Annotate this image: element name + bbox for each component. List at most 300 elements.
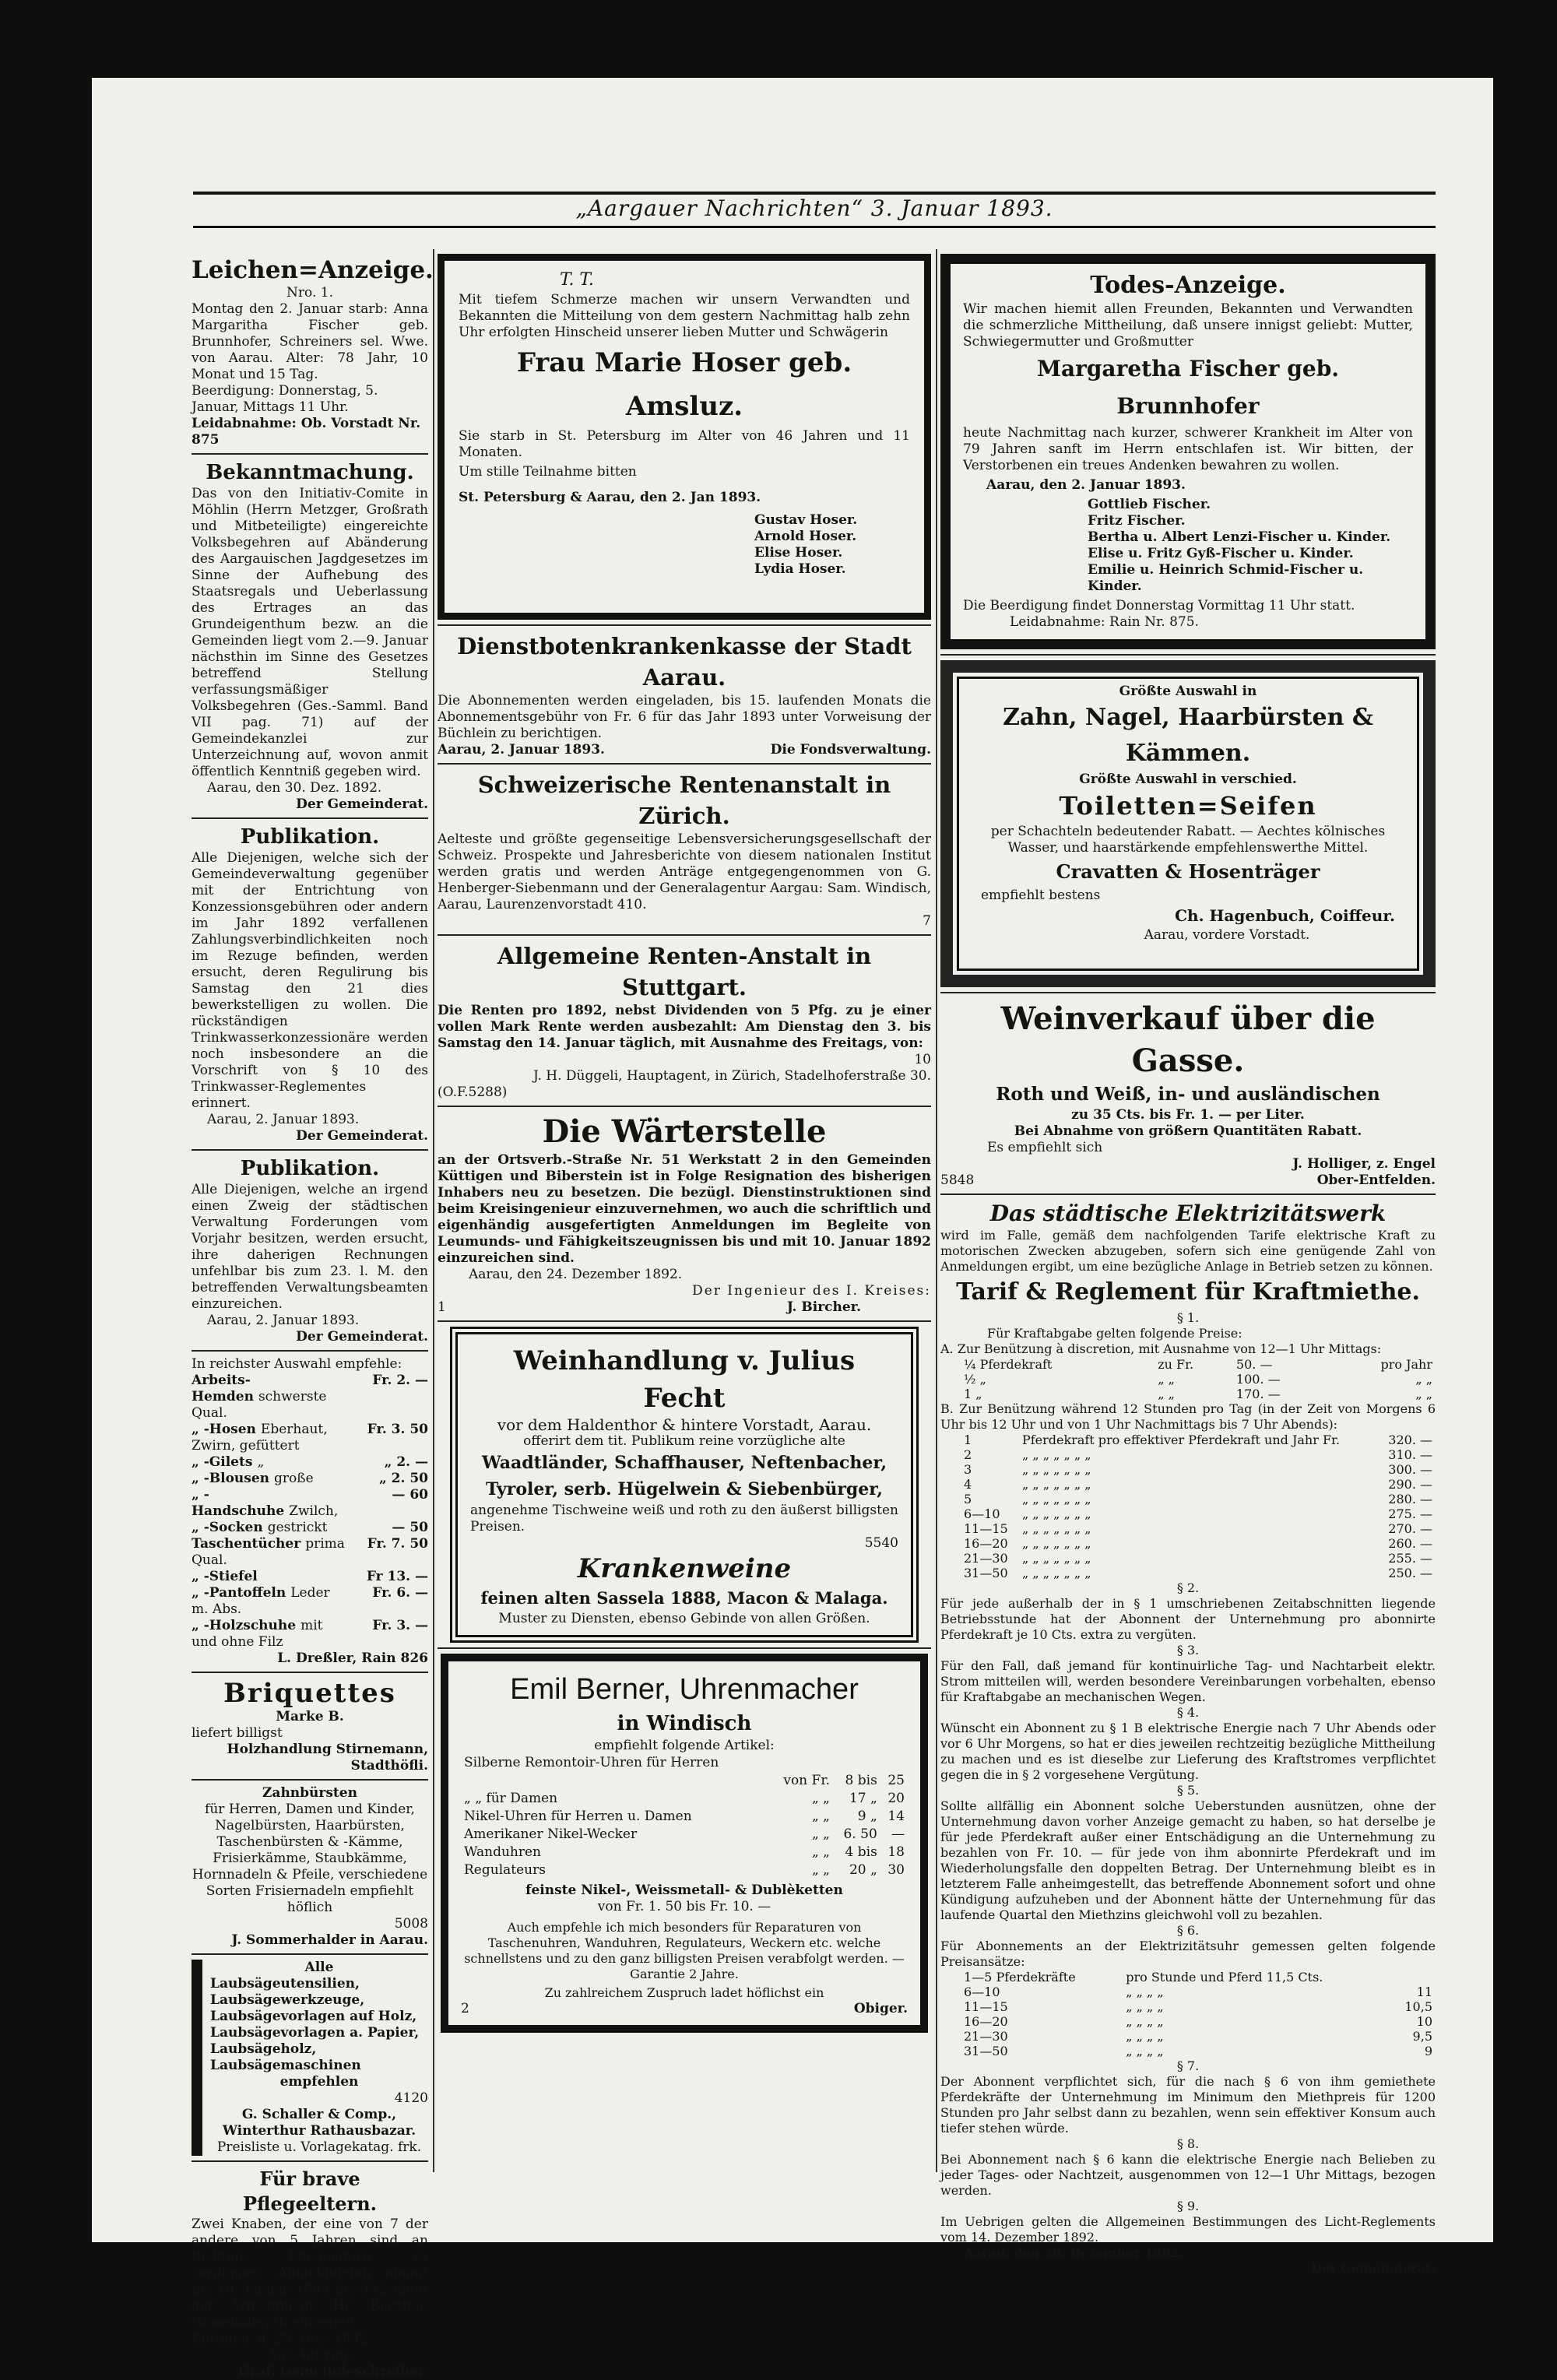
elektro-s8: § 8. (1176, 2136, 1200, 2151)
pub2-text: Alle Diejenigen, welche an irgend einen Zweig der städtischen Verwaltung Forderungen vom Vorjahr besitzen, werden ersucht, ihre daherigen Rechnungen unfehlbar bis zum 23. l. M. den betreffenden Verwaltungsbeamten einzureichen. (192, 1182, 428, 1312)
berner-text: Auch empfehle ich mich besonders für Reparaturen von Taschenuhren, Wanduhren, Regulateurs, Weckern etc. welche schnellstens und zu den ganz billigsten Preisen verabfolgt werden. — Garantie 2 Jahre. (464, 1920, 905, 1981)
elektro-s7: § 7. (1176, 2058, 1200, 2073)
laubsaege-ad (192, 1960, 428, 2156)
kleider-item (192, 1487, 428, 1520)
divider (192, 1149, 428, 1151)
divider (192, 1350, 428, 1352)
tarif-cell: „ „ „ „ (1126, 2014, 1164, 2029)
laub-line: Alle (304, 1960, 334, 1975)
pflege-date: Küttigen, d. 29. Dez. 1892. (192, 2331, 372, 2347)
tarif-cell: „ „ (1415, 1387, 1432, 1401)
tarif-row (940, 1462, 1436, 1477)
berner-title: Emil Berner, Uhrenmacher (510, 1673, 859, 1706)
laub-sig3: Preisliste u. Vorlagekatag. frk. (216, 2139, 422, 2155)
hoser-signers (459, 512, 910, 578)
kleider-item-name (192, 1454, 264, 1471)
elektro-s9text: Im Uebrigen gelten die Allgemeinen Bestimmungen des Licht-Reglements vom 14. Dezember 1892. (940, 2214, 1436, 2245)
berner-signature: Obiger. (853, 2001, 908, 2016)
todes-signer: Emilie u. Heinrich Schmid-Fischer u. Kinder. (1088, 562, 1364, 594)
elektro-a: A. Zur Benützung à discretion, mit Ausnahme von 12—1 Uhr Mittags: (940, 1341, 1382, 1356)
tarif-cell: 16—20 (964, 2014, 1008, 2029)
kleider-item-label: „ -Socken (192, 1520, 263, 1535)
todes-date: Aarau, den 2. Januar 1893. (986, 477, 1186, 493)
tarif-cell: 2 (964, 1447, 972, 1462)
renten-text: Aelteste und größte gegenseitige Lebensversicherungsgesellschaft der Schweiz. Prospekte und Jahresberichte von diesem nationalen Institut werden gratis und werden Anträge entgegengenommen von G. Henberger-Siebenmann und der Generalagentur Aargau: Sam. Windisch, Aarau, Laurenzenvorstadt 410. (438, 831, 931, 912)
kleider-item-price: — 60 (392, 1487, 428, 1503)
berner-cell: von Fr. (783, 1773, 830, 1788)
elektro-date: Aarau, den 30. Dezember 1892. (964, 2245, 1184, 2260)
elektro-s1: § 1. (1176, 1310, 1200, 1325)
berner-line1: feinste Nikel-, Weissmetall- & Dublèketten (525, 1883, 843, 1898)
divider (192, 1953, 428, 1955)
kleider-item (192, 1536, 428, 1569)
hoser-signer: Arnold Hoser. (754, 529, 857, 544)
tarif-cell: 3 (964, 1462, 972, 1477)
gasse-line1: Roth und Weiß, in- und ausländischen (996, 1084, 1380, 1105)
laub-line: Laubsägeholz, (210, 2041, 317, 2057)
gasse-num: 5848 (940, 1172, 975, 1188)
hoser-place: St. Petersburg & Aarau, den 2. Jan 1893. (459, 490, 761, 505)
kleider-item-label: „ -Blousen (192, 1471, 270, 1486)
tarif-a-table (940, 1357, 1436, 1401)
kleider-item-label: Taschentücher (192, 1536, 301, 1552)
kleider-item-label: „ -Pantoffeln (192, 1585, 286, 1601)
berner-cell: Nikel-Uhren für Herren u. Damen (464, 1809, 692, 1824)
kleider-item-desc: prima Qual. (192, 1536, 345, 1568)
berner-cell: Amerikaner Nikel-Wecker (464, 1826, 638, 1842)
leichen-leidabnahme: Leidabnahme: Ob. Vorstadt Nr. 875 (192, 416, 421, 448)
rentenanstalt-zuerich (438, 769, 931, 930)
tarif-cell: Pferdekraft pro effektiver Pferdekraft und Jahr Fr. (1021, 1433, 1341, 1447)
tarif-cell: „ „ „ „ „ „ „ (1021, 1536, 1091, 1551)
renten-num: 7 (923, 913, 931, 929)
berner-sub: empfiehlt folgende Artikel: (594, 1738, 775, 1753)
berner-in: in Windisch (617, 1712, 752, 1735)
kleider-signature: L. Dreßler, Rain 826 (277, 1651, 428, 1666)
tarif-cell: „ „ „ „ „ „ „ (1021, 1492, 1091, 1506)
berner-cell: Wanduhren (464, 1844, 541, 1860)
tarif-cell: 6—10 (964, 1506, 1000, 1521)
tarif-cell: 21—30 (964, 1551, 1008, 1566)
berner-cell: 25 (887, 1773, 905, 1788)
hoser-signer: Gustav Hoser. (754, 512, 858, 528)
berner-cell: — (891, 1826, 905, 1842)
berner-cell: 20 „ (849, 1862, 877, 1878)
tarif-cell: 21—30 (964, 2029, 1008, 2044)
berner-row (461, 1772, 908, 1790)
kleider-item-desc: Leder m. Abs. (192, 1585, 330, 1617)
leichen-title: Leichen=Anzeige. (192, 256, 434, 284)
kleider-item-name (192, 1487, 347, 1520)
leichen-text: Montag den 2. Januar starb: Anna Margaritha Fischer geb. Brunnhofer, Schreiners sel. Wwe. von Aarau. Alter: 78 Jahr, 10 Monat und 15 Tag. (192, 301, 428, 382)
stuttgart-code: (O.F.5288) (438, 1085, 508, 1100)
kleider-item-price: Fr. 7. 50 (367, 1536, 428, 1552)
tarif-row (940, 1387, 1436, 1401)
renten-title: Schweizerische Rentenanstalt in Zürich. (477, 772, 891, 829)
tarif-cell: „ „ „ „ (1126, 1999, 1164, 2014)
kleider-item (192, 1520, 428, 1536)
masthead: „Aargauer Nachrichten“ 3. Januar 1893. (575, 195, 1053, 221)
elektro-s1text: Für Kraftabgabe gelten folgende Preise: (987, 1326, 1242, 1341)
tarif-cell: 11—15 (964, 1999, 1008, 2014)
bekannt-date: Aarau, den 30. Dez. 1892. (207, 780, 382, 796)
kleider-item (192, 1569, 428, 1585)
elektro-b: B. Zur Benützung während 12 Stunden pro Tag (in der Zeit von Morgens 6 Uhr bis 12 Uhr und von 1 Uhr Nachmittags bis 7 Uhr Abends): (940, 1401, 1436, 1432)
zahn-text: für Herren, Damen und Kinder, Nagelbürsten, Haarbürsten, Taschenbürsten & -Kämme, Frisierkämme, Staubkämme, Hornnadeln & Pfeile, verschiedene Sorten Frisiernadeln empfiehlt höflich (192, 1802, 428, 1915)
dienst-signature: Die Fondsverwaltung. (770, 742, 931, 758)
tarif-row (940, 1447, 1436, 1462)
pflege-auftrag: Aus Auftrag: (267, 2347, 353, 2363)
dienst-text: Die Abonnementen werden eingeladen, bis 15. laufenden Monats die Abonnementsgebühr von Fr. 6 für das Jahr 1893 unter Vorweisung der Büchlein zu berichtigen. (438, 693, 931, 741)
kleider-item (192, 1373, 428, 1422)
todes-signer: Elise u. Fritz Gyß-Fischer u. Kinder. (1088, 546, 1354, 561)
column-1 (192, 255, 434, 2379)
hoser-death-notice (438, 254, 931, 620)
elektro-signature: Der Gemeinderat. (1311, 2261, 1436, 2276)
todes-leidabnahme: Leidabnahme: Rain Nr. 875. (1010, 614, 1199, 630)
kleider-item (192, 1585, 428, 1618)
wein-sub: vor dem Haldenthor & hintere Vorstadt, Aarau. (497, 1415, 872, 1434)
hagenbuch-empf: empfiehlt bestens (981, 888, 1101, 903)
hoser-name: Frau Marie Hoser geb. Amsluz. (516, 347, 852, 422)
kleider-item-price: „ 2. 50 (378, 1471, 428, 1486)
tarif-row (940, 1492, 1436, 1506)
pub2-signature: Der Gemeinderat. (296, 1329, 428, 1345)
tarif-cell: 1—5 Pferdekräfte (964, 1970, 1076, 1985)
tarif-cell: ¼ Pferdekraft (964, 1357, 1053, 1372)
tarif-cell: „ „ „ „ „ „ „ (1021, 1521, 1091, 1536)
tarif-cell (1390, 1970, 1436, 1985)
divider (192, 1779, 428, 1781)
todes-name: Margaretha Fischer geb. Brunnhofer (1036, 356, 1340, 419)
divider (438, 763, 931, 765)
pub1-text: Alle Diejenigen, welche sich der Gemeindeverwaltung gegenüber mit der Entrichtung von Konzessionsgebühren oder andern im Jahr 1892 verfallenen Zahlungsverbindlichkeiten noch im Rezuge befinden, werden ersucht, deren Regulirung bis Samstag den 21 dies bewerkstelligen zu wollen. Die rückständigen Trinkwasserkonzessionäre werden noch insbesondere an die Vorschrift von § 10 des Trinkwasser-Reglementes erinnert. (192, 850, 428, 1111)
tarif-cell: „ „ „ „ (1126, 2044, 1164, 2058)
elektro-s3: § 3. (1176, 1643, 1200, 1658)
waerter-date: Aarau, den 24. Dezember 1892. (469, 1267, 683, 1282)
leichen-anzeige (192, 255, 434, 448)
tarif-cell: „ „ „ „ „ „ „ (1021, 1447, 1091, 1462)
berner-row (461, 1790, 908, 1808)
waerterstelle-ad (438, 1112, 931, 1316)
kleider-item-name (192, 1422, 347, 1454)
elektro-title: Das städtische Elektrizitätswerk (989, 1201, 1387, 1226)
tarif-cell: 300. — (1388, 1462, 1432, 1477)
tarif-row (940, 2014, 1436, 2029)
zahnbuersten-ad (192, 1785, 428, 1949)
kleider-item-price: Fr. 2. — (372, 1373, 428, 1388)
berner-cell: 30 (887, 1862, 905, 1878)
kleider-item-name (192, 1373, 347, 1422)
elektrizitaetswerk-ad (940, 1200, 1436, 2276)
hoser-signer: Lydia Hoser. (754, 561, 846, 577)
tarif-c-table (940, 1970, 1436, 2058)
berner-cell: „ „ (811, 1862, 830, 1878)
kleider-item-price: Fr. 3. — (372, 1618, 428, 1633)
tarif-row (940, 1999, 1436, 2014)
pflege-text: Zwei Knaben, der eine von 7 der andere von 5 Jahren sind an tüchtige Pflegeeltern zu verdingen. Anmeldungen nimmt bis 10. Januar 1893 der Präsident der Armenpflege Hr. Blattner, Gemeinderath entgegen. (192, 2217, 428, 2330)
hoser-text2: Sie starb in St. Petersburg im Alter von 46 Jahren und 11 Monaten. (459, 428, 910, 460)
tarif-row (940, 2029, 1436, 2044)
kleider-item-label: „ -Holzschuhe (192, 1618, 297, 1633)
elektro-s4text: Wünscht ein Abonnent zu § 1 B elektrische Energie nach 7 Uhr Abends oder vor 6 Uhr Morgens, so hat er dies jeweilen rechtzeitig bezügliche Mittheilung zu machen und es ist dieselbe zur Lieferung des Kraftstromes verpflichtet gegen die in § 2 vorgesehene Vergütung. (940, 1721, 1436, 1782)
berner-footer (461, 2001, 908, 2017)
waerter-num: 1 (438, 1299, 446, 1315)
tarif-b-table (940, 1433, 1436, 1580)
tarif-cell: „ „ „ „ „ „ „ (1021, 1551, 1091, 1566)
divider (192, 1672, 428, 1673)
kleider-list (192, 1373, 428, 1651)
waerter-text: an der Ortsverb.-Straße Nr. 51 Werkstatt 2 in den Gemeinden Küttigen und Biberstein ist in Folge Resignation des bisherigen Inhabers neu zu besetzen. Die bezügl. Dienstinstruktionen sind beim Kreisingenieur einzuvernehmen, wo auch die schriftlich und eigenhändig ausgefertigten Anmeldungen im Begleite von Leumunds- und Fähigkeitszeugnissen bis und mit 10. Januar 1892 einzureichen sind. (438, 1152, 931, 1266)
elektro-s7text: Der Abonnent verpflichtet sich, für die nach § 6 von ihm gemiethete Pferdekräfte der Unternehmung im Minimum den Miethpreis für 1200 Stunden pro Jahr selbst dann zu bezahlen, wenn sein effektiver Konsum auch tiefer stehen würde. (940, 2074, 1436, 2136)
wein-line2: Tyroler, serb. Hügelwein & Siebenbürger, (486, 1479, 883, 1499)
kleider-item-name (192, 1569, 262, 1585)
elektro-text: wird im Falle, gemäß dem nachfolgenden Tarife elektrische Kraft zu motorischen Zwecken abzugeben, sofern sich eine genügende Zahl von Anmeldungen ergibt, um eine bezügliche Anlage in Betrieb setzen zu können. (940, 1228, 1436, 1274)
pub1-signature: Der Gemeinderat. (296, 1128, 428, 1144)
divider (192, 817, 428, 819)
elektro-title2: Tarif & Reglement für Kraftmiethe. (956, 1278, 1420, 1306)
wein-line3: feinen alten Sassela 1888, Macon & Malaga. (480, 1588, 888, 1608)
kleider-item-label: Arbeits-Hemden (192, 1373, 254, 1404)
berner-cell (833, 1754, 880, 1772)
tarif-cell: 280. — (1388, 1492, 1432, 1506)
column-rule-1 (433, 249, 434, 2172)
kleider-item-name (192, 1520, 327, 1536)
kleider-item-desc: Eberhaut, Zwirn, gefüttert (192, 1422, 328, 1454)
wein-kranken: Krankenweine (577, 1553, 792, 1584)
tarif-row (940, 1372, 1436, 1387)
bekanntmachung (192, 459, 428, 813)
briquettes-title: Briquettes (223, 1678, 396, 1709)
tarif-cell: „ „ (1415, 1372, 1432, 1387)
kleider-item-label: „ -Handschuhe (192, 1487, 285, 1519)
berner-cell: 8 bis (845, 1773, 877, 1788)
tarif-row (940, 1521, 1436, 1536)
laub-sig1: G. Schaller & Comp., (241, 2107, 397, 2122)
hagenbuch-signature: Ch. Hagenbuch, Coiffeur. (1175, 906, 1395, 925)
kleider-item-desc: große (274, 1471, 314, 1486)
gasse-signature: J. Holliger, z. Engel (1292, 1156, 1436, 1172)
divider (940, 1194, 1436, 1195)
tarif-cell: 310. — (1388, 1447, 1432, 1462)
tarif-cell: 50. — (1235, 1357, 1273, 1372)
elektro-s8text: Bei Abonnement nach § 6 kann die elektrische Energie nach Belieben zu jeder Tages- oder Nachtzeit, ausgenommen von 12—1 Uhr Mittags, bezogen werden. (940, 2152, 1436, 2198)
divider (438, 624, 931, 626)
berner-row (461, 1844, 908, 1861)
todes-signer: Bertha u. Albert Lenzi-Fischer u. Kinder. (1088, 529, 1391, 545)
tarif-row (940, 1985, 1436, 1999)
berner-num: 2 (461, 2001, 469, 2016)
kleider-item-price: „ 2. — (384, 1454, 428, 1470)
kleider-item-name (192, 1536, 347, 1569)
waerter-footer (438, 1299, 931, 1316)
zahn-num: 5008 (394, 1916, 428, 1932)
todes-burial: Die Beerdigung findet Donnerstag Vormittag 11 Uhr statt. (963, 598, 1355, 613)
publikation-1 (192, 824, 428, 1144)
hoser-initials: T. T. (560, 270, 594, 290)
tarif-row (940, 1536, 1436, 1551)
wein-title: Weinhandlung v. Julius Fecht (513, 1345, 856, 1414)
berner-cell: „ „ (811, 1791, 830, 1806)
elektro-s5: § 5. (1176, 1783, 1200, 1798)
weinverkauf-ad (940, 998, 1436, 1189)
leichen-no: Nro. 1. (286, 285, 333, 301)
waerter-title: Die Wärterstelle (542, 1113, 827, 1150)
tarif-cell: 170. — (1235, 1387, 1281, 1401)
laub-lines (210, 1960, 428, 2090)
berner-cell: 17 „ (849, 1791, 877, 1806)
divider (940, 654, 1436, 656)
briquettes-ad (192, 1678, 428, 1774)
kleider-item-name (192, 1585, 347, 1618)
berner-ad (441, 1654, 928, 2033)
berner-cell: 6. 50 (843, 1826, 877, 1842)
hagenbuch-title2: Toiletten=Seifen (1059, 791, 1317, 821)
berner-cell: „ „ (811, 1826, 830, 1842)
kleider-item-label: „ -Stiefel (192, 1569, 258, 1584)
tarif-row (940, 1506, 1436, 1521)
elektro-s6text: Für Abonnements an der Elektrizitätsuhr gemessen gelten folgende Preisansätze: (940, 1939, 1436, 1969)
tarif-cell: 275. — (1388, 1506, 1432, 1521)
stuttgart-num: 10 (914, 1052, 931, 1067)
dienst-date: Aarau, 2. Januar 1893. (438, 742, 605, 758)
kleider-item-desc: gestrickt (267, 1520, 328, 1535)
wein-text2: angenehme Tischweine weiß und roth zu den äußerst billigsten Preisen. (470, 1503, 898, 1535)
kleider-item-price: Fr. 3. 50 (367, 1422, 428, 1437)
pub1-date: Aarau, 2. Januar 1893. (207, 1112, 360, 1127)
kleider-item (192, 1422, 428, 1454)
berner-row (461, 1826, 908, 1844)
hoser-signer: Elise Hoser. (754, 545, 843, 561)
tarif-cell: 10 (1416, 2014, 1432, 2029)
berner-line2: von Fr. 1. 50 bis Fr. 10. — (597, 1899, 771, 1914)
gasse-addr: Ober-Entfelden. (1316, 1172, 1436, 1188)
berner-cell: 14 (887, 1809, 905, 1824)
berner-zuspruch: Zu zahlreichem Zuspruch ladet höflichst ein (544, 1985, 824, 2000)
elektro-s2: § 2. (1176, 1580, 1200, 1595)
stuttgart-text: Die Renten pro 1892, nebst Dividenden von 5 Pfg. zu je einer vollen Mark Rente werden ausbezahlt: Am Dienstag den 3. bis Samstag den 14. Januar täglich, mit Ausnahme des Freitags, von: (438, 1003, 931, 1051)
pflege-signature: Graf, Gemeindeschreiber. (238, 2364, 428, 2379)
tarif-cell: 255. — (1388, 1551, 1432, 1566)
berner-row (461, 1808, 908, 1826)
tarif-cell: zu Fr. (1158, 1357, 1194, 1372)
waerter-signature: J. Bircher. (786, 1299, 861, 1315)
berner-row (461, 1754, 908, 1772)
weinhandlung-ad (450, 1327, 919, 1643)
hoser-text: Mit tiefem Schmerze machen wir unsern Verwandten und Bekannten die Mitteilung von dem gestern Nachmittag halb zehn Uhr erfolgten Hinscheid unserer lieben Mutter und Schwägerin (459, 292, 910, 340)
laub-line: Laubsägevorlagen auf Holz, (210, 2009, 417, 2024)
divider (192, 453, 428, 455)
berner-cell: „ „ (811, 1844, 830, 1860)
berner-cell: Regulateurs (464, 1862, 546, 1878)
tarif-cell: 16—20 (964, 1536, 1008, 1551)
kleider-item-price: — 50 (392, 1520, 428, 1535)
tarif-cell: 10,5 (1404, 1999, 1432, 2014)
publikation-2 (192, 1155, 428, 1345)
kleider-item-price: Fr 13. — (366, 1569, 428, 1584)
tarif-cell: „ „ „ „ „ „ „ (1021, 1506, 1091, 1521)
fischer-death-notice (940, 254, 1436, 649)
hagenbuch-title3: Cravatten & Hosenträger (1056, 860, 1320, 883)
berner-cell: 4 bis (845, 1844, 877, 1860)
kleider-item-label: „ -Hosen (192, 1422, 256, 1437)
waerter-role: Der Ingenieur des I. Kreises: (692, 1283, 931, 1299)
tarif-cell: 1 „ (964, 1387, 982, 1401)
gasse-line2: zu 35 Cts. bis Fr. 1. — per Liter. (1071, 1107, 1305, 1123)
kleider-item-name (192, 1618, 347, 1651)
wein-text: offerirt dem tit. Publikum reine vorzügliche alte (523, 1433, 845, 1449)
berner-row (461, 1861, 908, 1879)
berner-cell: „ „ für Damen (464, 1791, 558, 1806)
todes-signer: Gottlieb Fischer. (1088, 497, 1211, 512)
stuttgart-signature: J. H. Düggeli, Hauptagent, in Zürich, Stadelhoferstraße 30. (532, 1068, 931, 1084)
berner-price-table (461, 1754, 908, 1879)
kleider-item (192, 1618, 428, 1651)
tarif-cell: 260. — (1388, 1536, 1432, 1551)
stuttgart-title: Allgemeine Renten-Anstalt in Stuttgart. (497, 943, 872, 1000)
tarif-row (940, 1433, 1436, 1447)
todes-signers (963, 497, 1413, 595)
todes-signer: Fritz Fischer. (1088, 513, 1186, 529)
tarif-row (940, 1566, 1436, 1580)
hagenbuch-ad (940, 660, 1436, 987)
masthead-rule-bottom (193, 226, 1436, 228)
divider (438, 1647, 931, 1649)
dienst-title: Dienstbotenkrankenkasse der Stadt Aarau. (457, 633, 912, 691)
tarif-cell: „ „ „ „ „ „ „ (1021, 1477, 1091, 1492)
wein-line4: Muster zu Diensten, ebenso Gebinde von allen Größen. (498, 1611, 870, 1626)
pflege-title: Für brave Pflegeeltern. (242, 2167, 377, 2215)
gasse-footer (940, 1172, 1436, 1189)
tarif-cell: 6—10 (964, 1985, 1000, 1999)
column-rule-2 (936, 249, 937, 2172)
berner-cell: 18 (887, 1844, 905, 1860)
dienstboten-ad (438, 631, 931, 758)
wein-line1: Waadtländer, Schaffhauser, Neftenbacher, (481, 1453, 887, 1473)
briquettes-sub: Marke B. (276, 1709, 344, 1724)
hagenbuch-title: Zahn, Nagel, Haarbürsten & Kämmen. (1003, 704, 1373, 767)
kleider-ad (192, 1356, 428, 1667)
tarif-cell: „ „ „ „ (1126, 2029, 1164, 2044)
berner-cell: Silberne Remontoir-Uhren für Herren (464, 1755, 719, 1770)
kleider-item-label: „ -Gilets (192, 1454, 253, 1470)
pflegeeltern-ad (192, 2167, 428, 2380)
hagenbuch-text: per Schachteln bedeutender Rabatt. — Aechtes kölnisches Wasser, und haarstärkende empfehlenswerthe Mittel. (990, 824, 1386, 856)
bekannt-text: Das von den Initiativ-Comite in Möhlin (Herrn Metzger, Großrath und Mitbeteiligte) eingereichte Volksbegehren auf Abänderung des Aargauischen Jagdgesetzes im Sinne der Aufhebung des Staatsregals und Ueberlassung des Ertrages an das Grundeigenthum bezw. an die Gemeinden liegt vom 2.—9. Januar nächsthin im Sinne des Gesetzes betreffend Stellung verfassungsmäßiger Volksbegehren (Ges.-Samml. Band VII pag. 71) auf der Gemeindekanzlei zur Unterzeichnung auf, wovon anmit öffentlich Kenntniß gegeben wird. (192, 486, 428, 779)
tarif-row (940, 1970, 1436, 1985)
column-3 (940, 254, 1436, 2276)
tarif-cell: ½ „ (964, 1372, 986, 1387)
bekannt-title: Bekanntmachung. (206, 461, 414, 484)
kleider-item (192, 1471, 428, 1487)
tarif-row (940, 1477, 1436, 1492)
tarif-cell: „ „ (1158, 1387, 1175, 1401)
laub-line: Laubsägewerkzeuge, (210, 1992, 365, 2008)
leichen-burial: Beerdigung: Donnerstag, 5. Januar, Mittags 11 Uhr. (192, 383, 378, 415)
kleider-intro: In reichster Auswahl empfehle: (192, 1356, 402, 1372)
laub-line: Laubsägemaschinen (210, 2058, 361, 2073)
divider (438, 1320, 931, 1322)
tarif-cell: 11 (1416, 1985, 1432, 1999)
tarif-row (940, 1551, 1436, 1566)
kleider-item-name (192, 1471, 314, 1487)
kleider-item-desc: schwerste Qual. (192, 1389, 327, 1421)
tarif-cell: 270. — (1388, 1521, 1432, 1536)
laub-line: Laubsägevorlagen a. Papier, (210, 2025, 420, 2041)
gasse-line3: Bei Abnahme von größern Quantitäten Rabatt. (1014, 1123, 1362, 1139)
berner-cell: „ „ (811, 1809, 830, 1824)
laub-line: Laubsägeutensilien, (210, 1976, 360, 1992)
